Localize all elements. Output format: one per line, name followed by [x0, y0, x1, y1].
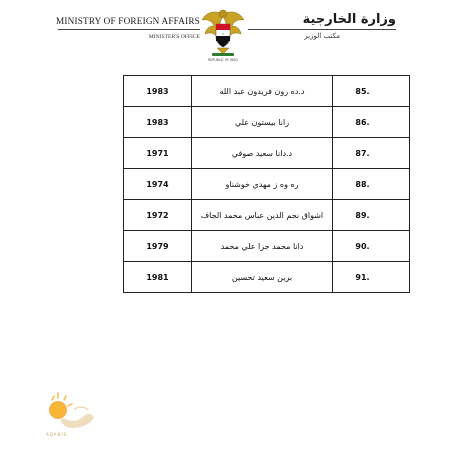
name-cell: د.دانا سعيد صوفي — [192, 138, 333, 169]
row-number: 88. — [355, 179, 370, 189]
sun-watermark-logo-icon — [44, 388, 104, 438]
ministry-title-arabic: وزارة الخارجية — [302, 12, 396, 27]
table-row — [124, 200, 410, 231]
table-row — [124, 262, 410, 293]
birth-year-cell: 1972 — [124, 200, 192, 231]
office-subtitle-arabic: مكتب الوزير — [304, 32, 340, 40]
table-row — [124, 231, 410, 262]
row-number-cell — [333, 76, 410, 107]
table-row — [124, 107, 410, 138]
birth-year-cell: 1974 — [124, 169, 192, 200]
letterhead — [0, 0, 450, 70]
row-number-cell — [333, 200, 410, 231]
iraq-eagle-emblem-icon — [200, 6, 246, 64]
table-row — [124, 76, 410, 107]
emblem-caption: REPUBLIC OF IRAQ — [208, 58, 238, 62]
name-cell: دانا محمد جزا علي محمد — [192, 231, 333, 262]
row-number-cell — [333, 262, 410, 293]
ministry-title-english: MINISTRY OF FOREIGN AFFAIRS — [55, 16, 200, 26]
row-number-cell — [333, 231, 410, 262]
row-number: 89. — [355, 210, 370, 220]
row-number: 85. — [355, 86, 370, 96]
name-cell: زانا بيستون علي — [192, 107, 333, 138]
row-number-cell — [333, 169, 410, 200]
row-number: 87. — [355, 148, 370, 158]
row-number-cell — [333, 107, 410, 138]
row-number: 90. — [355, 241, 370, 251]
table-row — [124, 169, 410, 200]
watermark-logo-text: ADANIS — [46, 432, 68, 437]
birth-year-cell: 1979 — [124, 231, 192, 262]
letterhead-rule-left — [58, 29, 200, 30]
name-cell: اشواق نجم الدين عباس محمد الجاف — [192, 200, 333, 231]
row-number: 91. — [355, 272, 370, 282]
name-cell: ره وه ز مهدي خوشناو — [192, 169, 333, 200]
birth-year-cell: 1981 — [124, 262, 192, 293]
row-number: 86. — [355, 117, 370, 127]
letterhead-rule-right — [248, 29, 396, 30]
birth-year-cell: 1971 — [124, 138, 192, 169]
name-cell: برين سعيد تحسين — [192, 262, 333, 293]
birth-year-cell: 1983 — [124, 76, 192, 107]
row-number-cell — [333, 138, 410, 169]
name-cell: د.ده رون فريدون عبد الله — [192, 76, 333, 107]
svg-text:✦: ✦ — [221, 32, 225, 36]
office-subtitle-english: MINISTER'S OFFICE — [148, 34, 200, 40]
table-row — [124, 138, 410, 169]
names-table — [123, 75, 410, 293]
birth-year-cell: 1983 — [124, 107, 192, 138]
